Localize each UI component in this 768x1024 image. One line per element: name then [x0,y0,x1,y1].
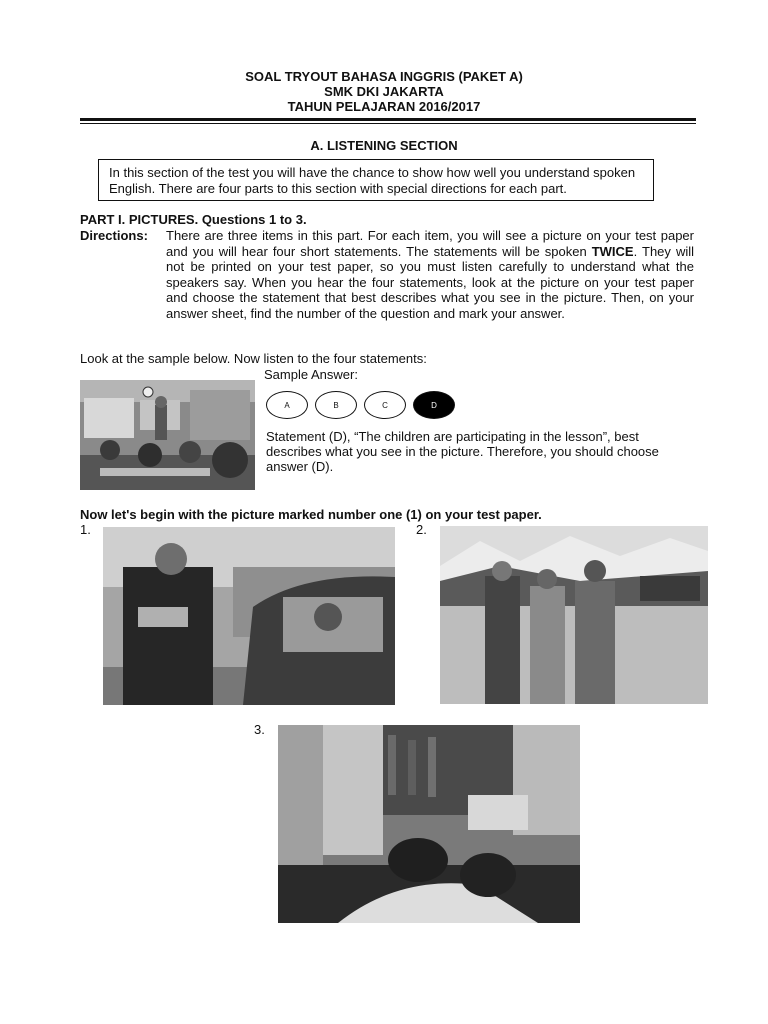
directions-bold: TWICE [591,243,634,259]
picture-number-2: 2. [416,522,427,537]
begin-instruction: Now let's begin with the picture marked number one (1) on your test paper. [80,507,542,522]
directions-before: There are three items in this part. For each item, you will see a picture on your test paper and you will hear four short statements. The statements will be spoken [166,228,694,259]
doc-title-line3: TAHUN PELAJARAN 2016/2017 [287,99,481,114]
directions-label-text: Directions [80,228,144,243]
part-title: PART I. PICTURES. Questions 1 to 3. [80,212,307,227]
picture-number-3: 3. [254,722,265,737]
directions-after: . They will not be printed on your test paper, so you must listen carefully to understand what the speakers say. When you hear the four statements, look at the picture on your test paper and choose the statement that best describes what you see in the picture. Then, on your answer sheet, find the number of the question and mark your answer. [166,243,694,321]
doc-title-line2: SMK DKI JAKARTA [324,84,444,99]
picture-2-hikers [440,526,708,704]
picture-3-bears [278,725,580,923]
directions-text [166,228,694,321]
option-a-bubble[interactable]: A [266,391,308,419]
sample-classroom-photo [80,380,255,490]
header-rule-thin [80,123,696,124]
picture-1-police-officer [103,527,395,705]
doc-title-line1: SOAL TRYOUT BAHASA INGGRIS (PAKET A) [245,69,523,84]
intro-box: In this section of the test you will have the chance to show how well you understand spoken English. There are four parts to this section with special directions for each part. [98,159,654,201]
option-b-bubble[interactable]: B [315,391,357,419]
header-rule-thick [80,118,696,121]
section-title: A. LISTENING SECTION [310,138,458,153]
picture-number-1: 1. [80,522,91,537]
sample-statement: Statement (D), “The children are participating in the lesson”, best describes what you see in the picture. Therefore, you should choose answer (D). [266,429,659,474]
option-d-bubble[interactable]: D [413,391,455,419]
directions-colon: : [143,228,148,243]
sample-instruction: Look at the sample below. Now listen to the four statements: [80,351,427,366]
option-c-bubble[interactable]: C [364,391,406,419]
directions-label [80,228,148,243]
sample-answer-label: Sample Answer: [264,367,358,382]
